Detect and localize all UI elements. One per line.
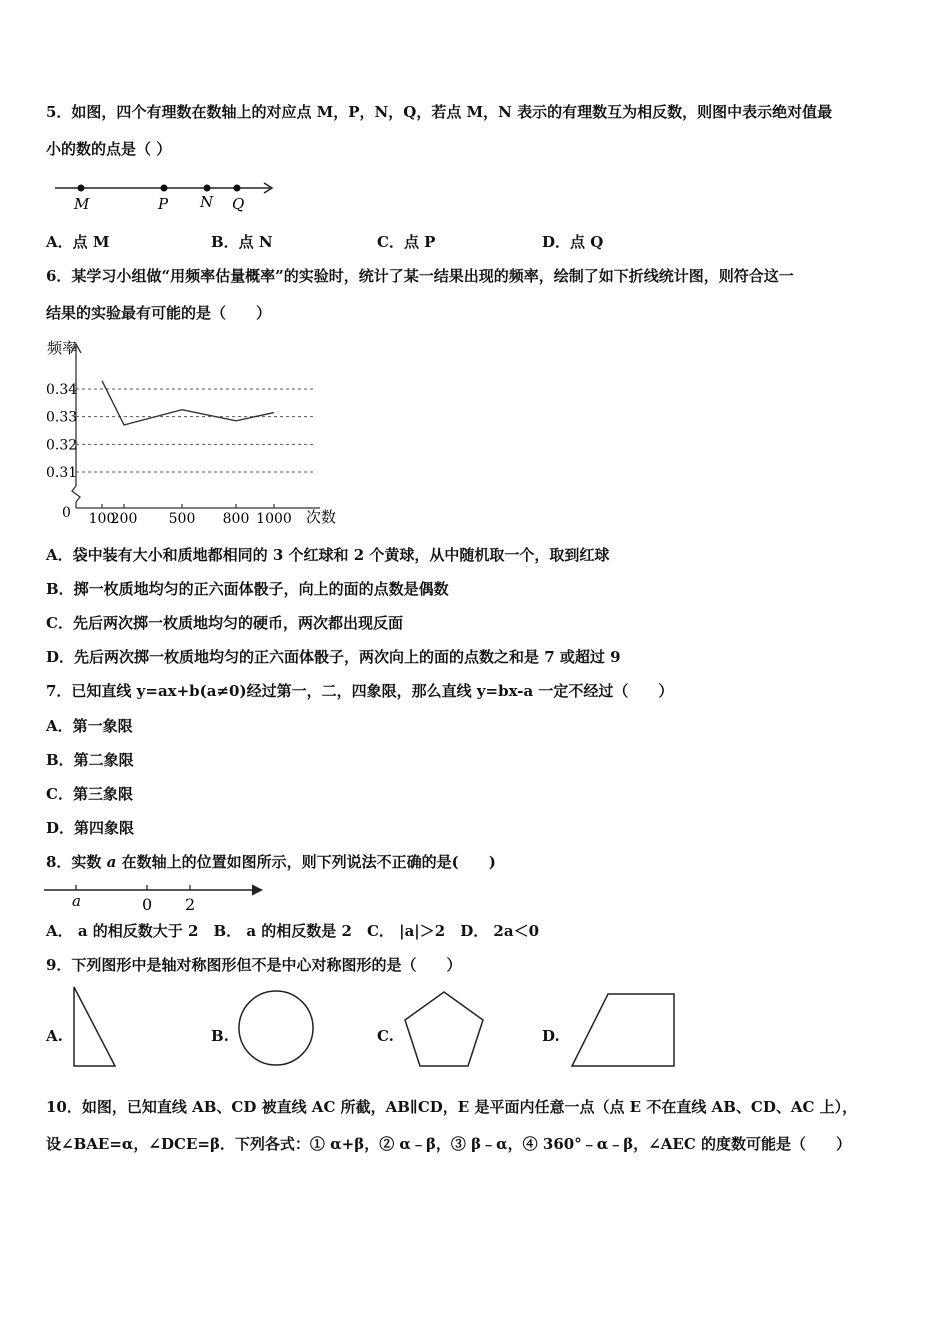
q5-option-a[interactable]: A．点 M — [46, 233, 110, 251]
point-m-label: M — [74, 195, 90, 213]
chart-series-line — [102, 381, 274, 425]
q5-option-c[interactable]: C．点 P — [377, 233, 436, 251]
q7-option-a[interactable]: A．第一象限 — [46, 717, 133, 735]
chart-xtick-label: 200 — [110, 511, 138, 527]
q9-option-a-label[interactable]: A. — [46, 1027, 63, 1045]
point-q — [234, 185, 241, 192]
q8-label-zero: 0 — [142, 895, 153, 914]
q5-stem-line2: 小的数的点是（ ） — [46, 140, 172, 158]
q8-stem-suffix: 在数轴上的位置如图所示，则下列说法不正确的是( ) — [116, 853, 496, 871]
right-triangle-shape[interactable] — [72, 986, 118, 1068]
q9-option-c-label[interactable]: C. — [377, 1027, 394, 1045]
q5-stem-line1: 5．如图，四个有理数在数轴上的对应点 M，P，N，Q，若点 M，N 表示的有理数互为相反数，则图中表示绝对值最 — [46, 103, 833, 121]
chart-xtick-label: 100 — [88, 511, 116, 527]
circle-shape[interactable] — [236, 990, 316, 1068]
point-p-label: P — [158, 195, 169, 213]
q9-option-d-label[interactable]: D. — [542, 1027, 560, 1045]
q8-label-two: 2 — [185, 895, 196, 914]
point-p — [161, 185, 168, 192]
pentagon-shape[interactable] — [403, 990, 487, 1070]
chart-y-axis-break — [72, 486, 80, 502]
chart-ytick-label: 0.31 — [46, 465, 78, 481]
point-m — [78, 185, 85, 192]
q6-option-c[interactable]: C．先后两次掷一枚质地均匀的硬币，两次都出现反面 — [46, 614, 403, 632]
q6-option-b[interactable]: B．掷一枚质地均匀的正六面体骰子，向上的面的点数是偶数 — [46, 580, 449, 598]
q6-frequency-line-chart — [40, 336, 350, 530]
point-q-label: Q — [232, 195, 245, 213]
chart-xtick-label: 800 — [222, 511, 250, 527]
q8-stem — [46, 852, 496, 872]
q5-option-b[interactable]: B．点 N — [211, 233, 273, 251]
q8-stem-prefix: 8．实数 — [46, 853, 107, 871]
q6-option-a[interactable]: A．袋中装有大小和质地都相同的 3 个红球和 2 个黄球，从中随机取一个，取到红球 — [46, 546, 610, 564]
trapezoid-shape[interactable] — [570, 992, 678, 1068]
q5-number-line-figure — [52, 176, 282, 218]
q9-stem: 9．下列图形中是轴对称图形但不是中心对称图形的是（ ） — [46, 956, 462, 974]
chart-ytick-label: 0.34 — [46, 382, 78, 398]
q10-stem-line2: 设∠BAE=α，∠DCE=β．下列各式：① α+β，② α﹣β，③ β﹣α，④ 360°﹣α﹣β，∠AEC 的度数可能是（ ） — [46, 1135, 851, 1153]
q7-stem: 7．已知直线 y=ax+b(a≠0)经过第一，二，四象限，那么直线 y=bx-a 一定不经过（ ） — [46, 682, 674, 700]
q9-option-b-label[interactable]: B. — [211, 1027, 229, 1045]
chart-xtick-label: 500 — [168, 511, 196, 527]
chart-xtick-label: 1000 — [256, 511, 292, 527]
q7-option-b[interactable]: B．第二象限 — [46, 751, 134, 769]
chart-xlabel: 次数 — [306, 508, 337, 526]
chart-ylabel: 频率 — [47, 339, 78, 357]
q5-option-d[interactable]: D．点 Q — [542, 233, 604, 251]
point-n — [204, 185, 211, 192]
q10-stem-line1: 10．如图，已知直线 AB、CD 被直线 AC 所截，AB∥CD，E 是平面内任意一点（点 E 不在直线 AB、CD、AC 上）， — [46, 1098, 858, 1116]
q7-option-c[interactable]: C．第三象限 — [46, 785, 133, 803]
q8-stem-variable: a — [106, 853, 117, 871]
q8-number-line-figure — [42, 880, 272, 914]
chart-ytick-label: 0.32 — [46, 437, 78, 454]
q8-options[interactable]: A． a 的相反数大于 2 B． a 的相反数是 2 C． |a|＞2 D． 2a＜0 — [46, 922, 540, 940]
chart-origin-label: 0 — [62, 505, 71, 521]
q6-option-d[interactable]: D．先后两次掷一枚质地均匀的正六面体骰子，两次向上的面的点数之和是 7 或超过 9 — [46, 648, 621, 666]
point-n-label: N — [200, 193, 214, 211]
q6-stem-line1: 6．某学习小组做“用频率估量概率”的实验时，统计了某一结果出现的频率，绘制了如下折线统计图，则符合这一 — [46, 267, 794, 285]
q7-option-d[interactable]: D．第四象限 — [46, 819, 135, 837]
chart-ytick-label: 0.33 — [46, 409, 78, 426]
q8-label-a: a — [72, 892, 81, 910]
q6-stem-line2: 结果的实验最有可能的是（ ） — [46, 304, 272, 322]
